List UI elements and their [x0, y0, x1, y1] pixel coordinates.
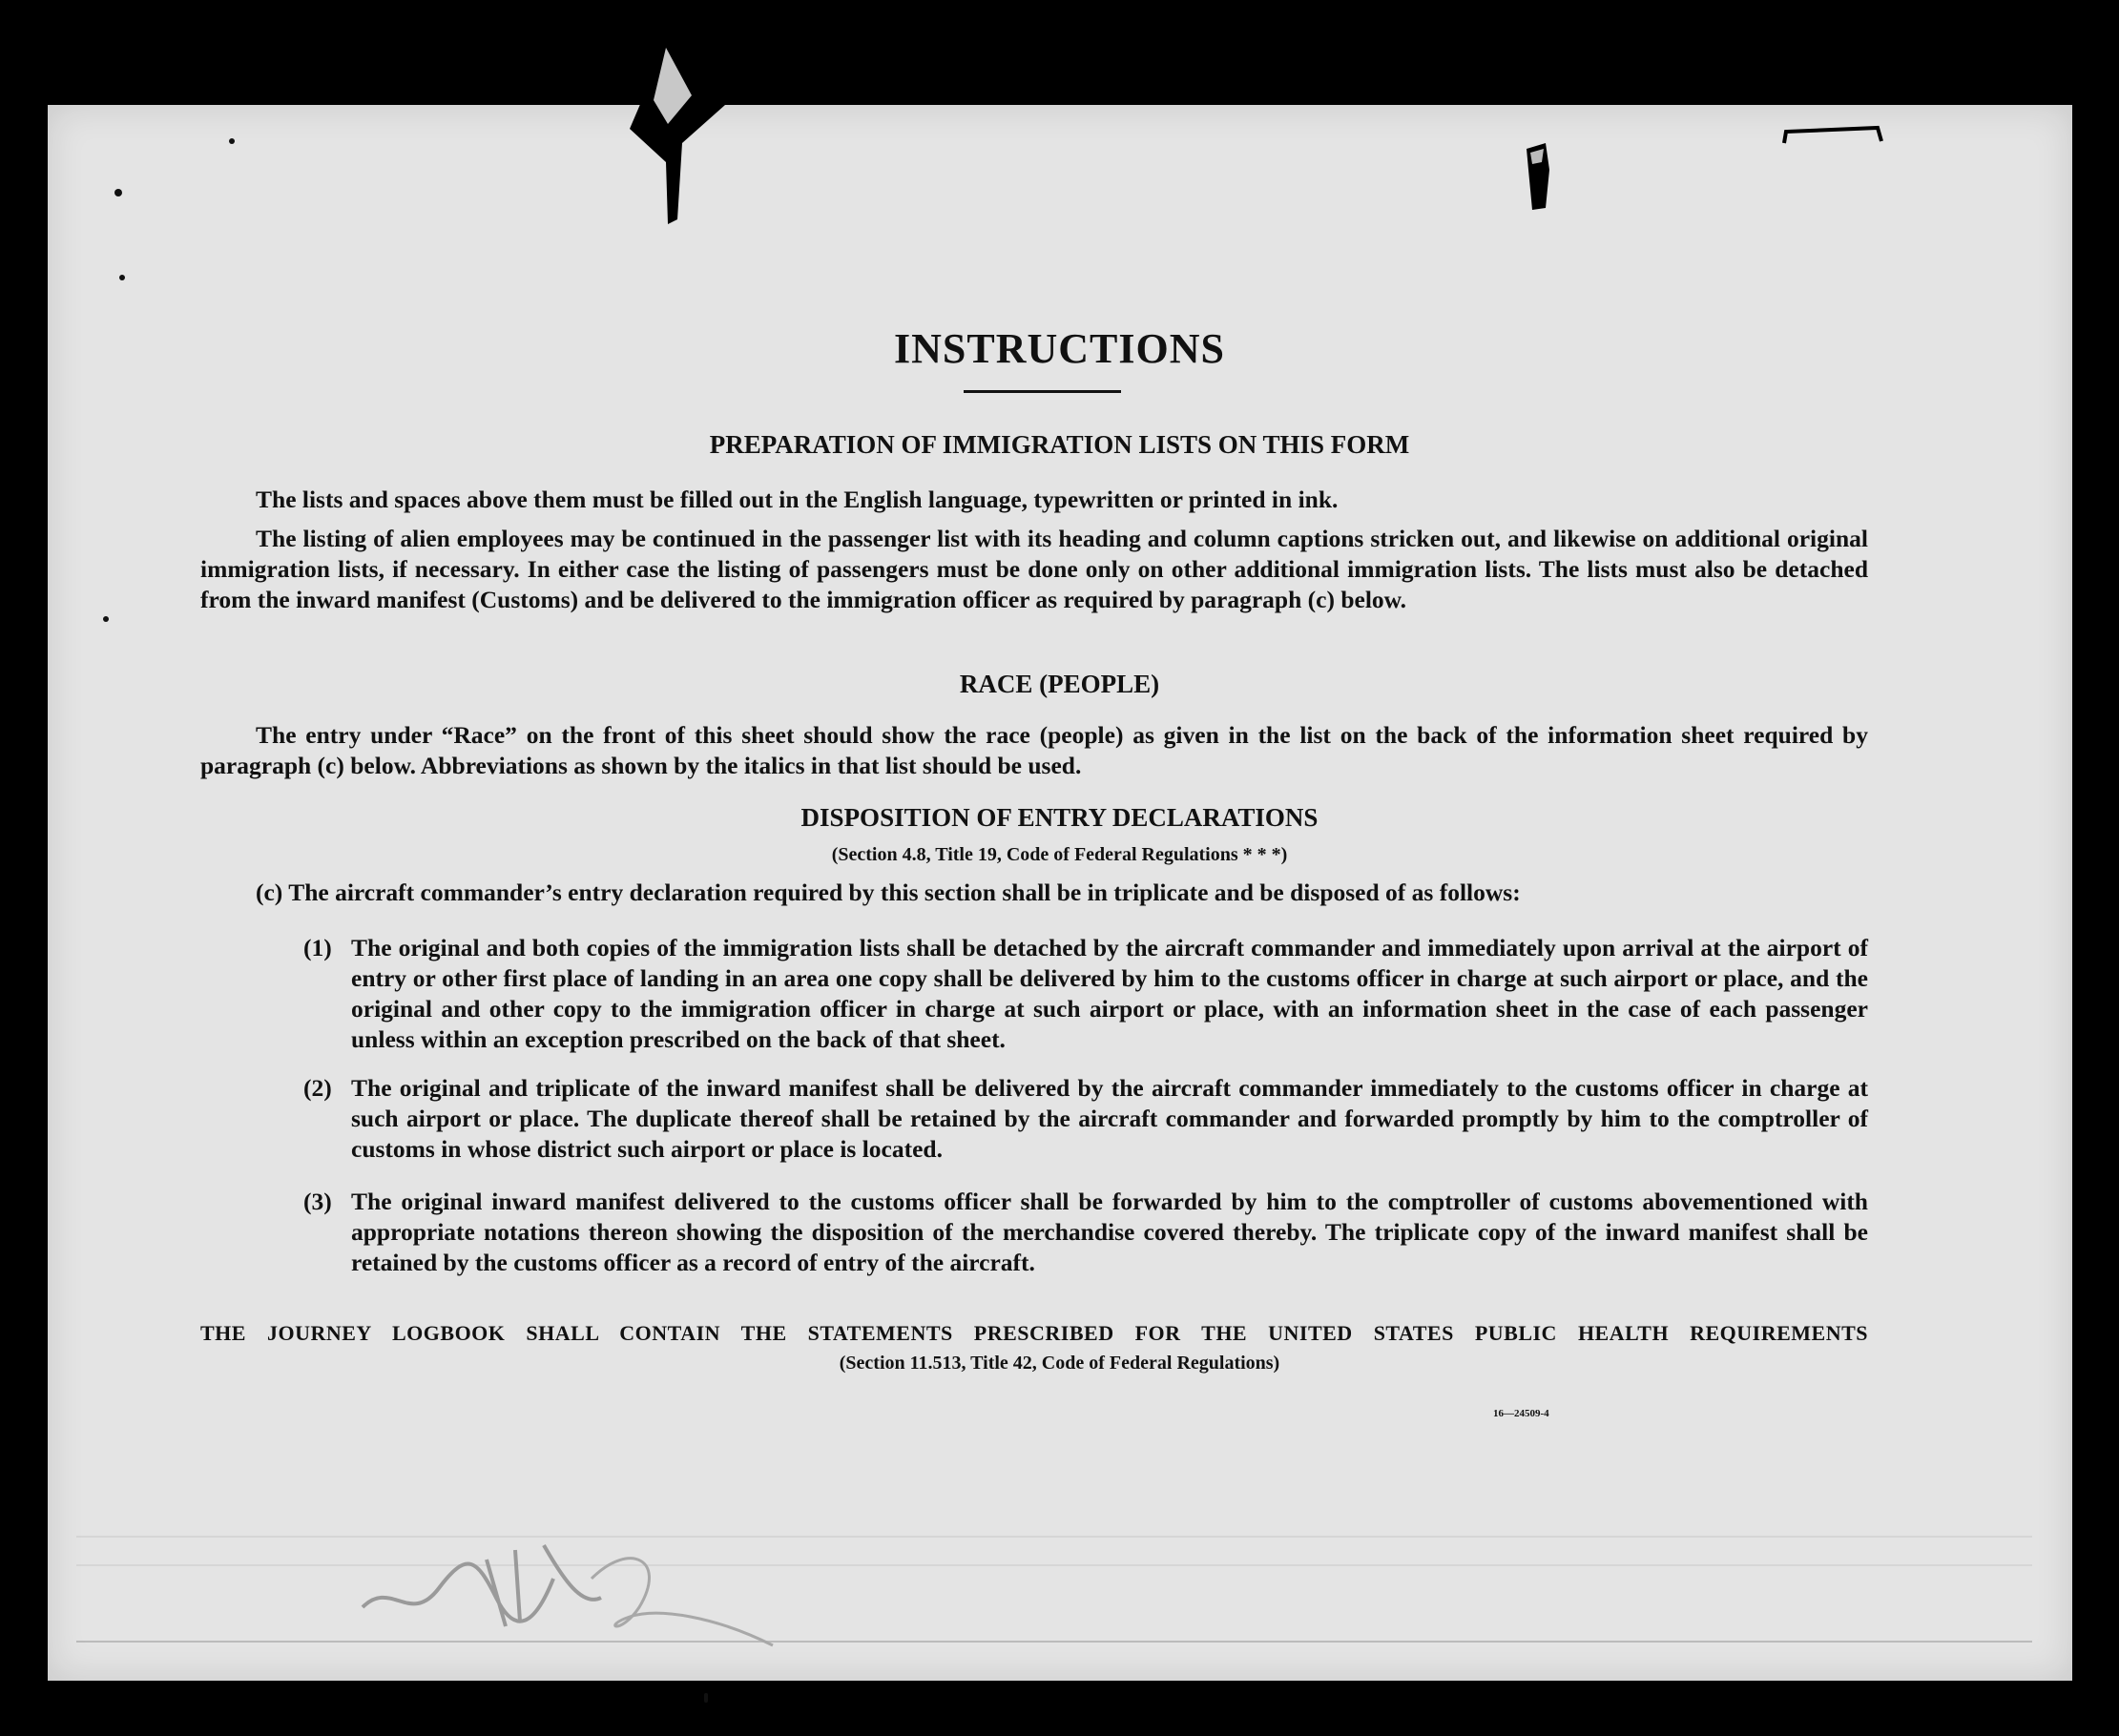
paper-hole [1515, 141, 1563, 217]
preparation-paragraph-2: The listing of alien employees may be continued in the passenger list with its heading and column captions stricken out, and likewise on additional original immigration lists, if necessary. In either case the listing of passengers must be done only on other additional immigration lists. The lists must also be detached from the inward manifest (Customs) and be delivered to the immigration officer as required by paragraph (c) below. [200, 525, 1868, 613]
speck [119, 275, 125, 280]
section-heading-preparation: PREPARATION OF IMMIGRATION LISTS ON THIS FORM [709, 430, 1410, 459]
handwritten-signature [353, 1521, 811, 1655]
paper-tear [611, 29, 744, 229]
disposition-intro: (c) The aircraft commander’s entry declaration required by this section shall be in triplicate and be disposed of as follows: [256, 878, 1521, 906]
item-text: The original and both copies of the immigration lists shall be detached by the aircraft commander and immediately upon arrival at the airport of entry or other first place of landing in an area one copy shall be delivered by him to the customs officer in charge at such airport or place, and the original and other copy to the immigration officer in charge at such airport or place, with an information sheet in the case of each passenger unless within an exception prescribed on the back of that sheet. [351, 934, 1868, 1053]
item-number: (2) [303, 1074, 332, 1102]
section-heading-race: RACE (PEOPLE) [959, 670, 1160, 698]
disposition-item-3 [303, 1187, 1868, 1278]
race-paragraph: The entry under “Race” on the front of this sheet should show the race (people) as given in the list on the back of the information sheet required by paragraph (c) below. Abbreviations as shown by the italics in that list should be used. [200, 721, 1868, 779]
disposition-item-1 [303, 933, 1868, 1055]
title-underline [964, 390, 1121, 393]
section-heading-disposition: DISPOSITION OF ENTRY DECLARATIONS [800, 803, 1319, 832]
item-text: The original and triplicate of the inward manifest shall be delivered by the aircraft commander immediately to the customs officer in charge at such airport or place. The duplicate thereof shall be retained by the aircraft commander and forwarded promptly by him to the comptroller of customs in whose district such airport or place is located. [351, 1074, 1868, 1163]
speck [103, 616, 109, 622]
item-number: (1) [303, 934, 332, 961]
item-number: (3) [303, 1188, 332, 1215]
disposition-citation: (Section 4.8, Title 19, Code of Federal Regulations * * *) [831, 844, 1288, 865]
disposition-item-2 [303, 1073, 1868, 1165]
speck [704, 1693, 708, 1703]
paper-corner-tab [1782, 124, 1887, 153]
footer-citation: (Section 11.513, Title 42, Code of Federal Regulations) [839, 1353, 1280, 1374]
form-number: 16—24509-4 [1493, 1408, 1549, 1419]
speck [114, 189, 122, 196]
footer-statement: THE JOURNEY LOGBOOK SHALL CONTAIN THE STATEMENTS PRESCRIBED FOR THE UNITED STATES PUBLIC HEALTH REQUIREMENTS [200, 1321, 1868, 1345]
speck [229, 138, 235, 144]
item-text: The original inward manifest delivered to the customs officer shall be forwarded by him to the comptroller of customs abovementioned with appropriate notations thereon showing the disposition of the merchandise covered thereby. The triplicate copy of the inward manifest shall be retained by the customs officer as a record of entry of the aircraft. [351, 1188, 1868, 1276]
preparation-paragraph-1: The lists and spaces above them must be filled out in the English language, typewritten or printed in ink. [256, 486, 1339, 513]
page-title: INSTRUCTIONS [894, 325, 1225, 372]
